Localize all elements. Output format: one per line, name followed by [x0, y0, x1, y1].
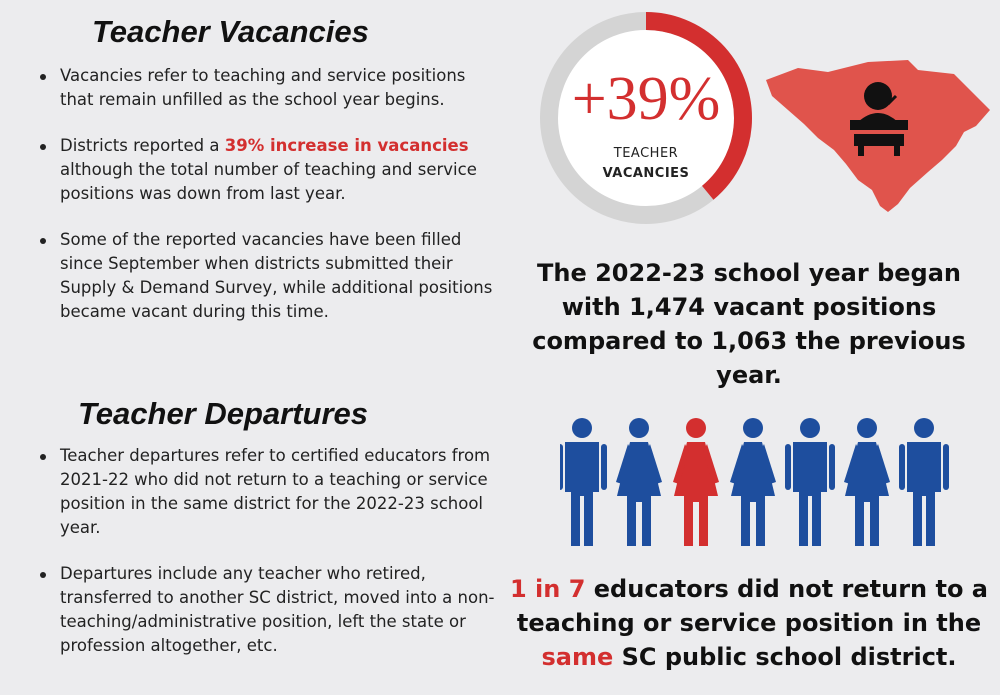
- person-female-icon: [673, 418, 719, 546]
- vacancies-title: Teacher Vacancies: [92, 14, 369, 49]
- vacancy-caption-line1: TEACHER: [613, 146, 679, 161]
- vacancies-bullet-3: Some of the reported vacancies have been filled since September when districts submitted their Supply & Demand Survey, while additional positions became vacant during this time.: [38, 228, 500, 324]
- departure-callout-end: SC public school district.: [613, 643, 957, 671]
- vacancies-bullet-2-post: although the total number of teaching and service positions was down from last year.: [60, 160, 477, 203]
- departures-title: Teacher Departures: [78, 396, 369, 431]
- person-female-icon: [730, 418, 776, 546]
- person-male-icon: [899, 418, 949, 546]
- vacancies-bullet-list: [38, 64, 500, 346]
- departure-callout-mid: educators did not return to a teaching or service position in the: [516, 575, 988, 637]
- departures-bullet-list: [38, 444, 500, 680]
- departures-bullet-2: Departures include any teacher who retired, transferred to another SC district, moved into a non-teaching/administrative position, left the state or profession altogether, etc.: [38, 562, 500, 658]
- people-icons-one-in-seven: [560, 418, 960, 548]
- vacancies-bullet-2: [38, 134, 500, 206]
- departures-bullet-1: Teacher departures refer to certified educators from 2021-22 who did not return to a teaching or service position in the same district for the 2022-23 school year.: [38, 444, 500, 540]
- vacancy-caption-line2: VACANCIES: [602, 166, 690, 181]
- person-female-icon: [616, 418, 662, 546]
- same-highlight: same: [541, 643, 614, 671]
- person-male-icon: [785, 418, 835, 546]
- vacancies-increase-highlight: 39% increase in vacancies: [224, 136, 469, 155]
- vacancies-bullet-1: Vacancies refer to teaching and service positions that remain unfilled as the school year begins.: [38, 64, 500, 112]
- departure-rate-callout: [508, 572, 990, 674]
- person-female-icon: [844, 418, 890, 546]
- one-in-seven-highlight: 1 in 7: [510, 575, 586, 603]
- vacancy-percent-value: +39%: [571, 65, 721, 133]
- vacancy-percent-caption: [588, 144, 704, 184]
- person-male-icon: [560, 418, 607, 546]
- vacancy-comparison-callout: The 2022-23 school year began with 1,474 vacant positions compared to 1,063 the previous year.: [532, 259, 966, 389]
- south-carolina-map-teacher-icon: [758, 40, 996, 216]
- vacancies-bullet-2-pre: Districts reported a: [60, 136, 225, 155]
